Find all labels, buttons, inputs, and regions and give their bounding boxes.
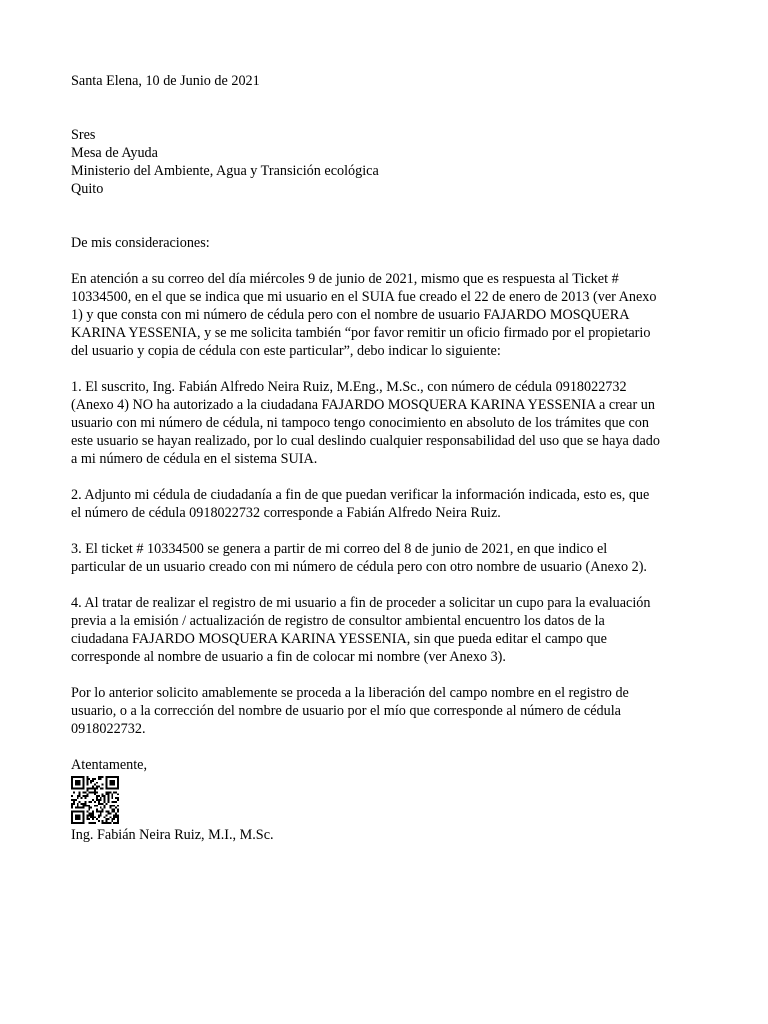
body-paragraph-request: Por lo anterior solicito amablemente se proceda a la liberación del campo nombre en el registro de usuario, o a la corrección del nombre de usuario por el mío que corresponde al número de cédula 0918022732. (71, 685, 629, 737)
letter-page (71, 72, 703, 844)
body-paragraph-intro: En atención a su correo del día miércoles 9 de junio de 2021, mismo que es respuesta al Ticket # 10334500, en el que se indica que mi usuario en el SUIA fue creado el 22 de enero de 2013 (ver Anexo 1) y que consta con mi número de cédula pero con el nombre de usuario FAJARDO MOSQUERA KARINA YESSENIA, y se me solicita también “por favor remitir un oficio firmado por el propietario del usuario y copia de cédula con este particular”, debo indicar lo siguiente: (71, 271, 657, 359)
closing: Atentamente, (71, 757, 148, 773)
qr-code-icon (71, 776, 119, 824)
date-line: Santa Elena, 10 de Junio de 2021 (71, 73, 260, 89)
greeting: De mis consideraciones: (71, 235, 210, 251)
body-paragraph-2: 2. Adjunto mi cédula de ciudadanía a fin de que puedan verificar la información indicada, esto es, que el número de cédula 0918022732 corresponde a Fabián Alfredo Neira Ruiz. (71, 487, 650, 521)
body-paragraph-3: 3. El ticket # 10334500 se genera a partir de mi correo del 8 de junio de 2021, en que indico el particular de un usuario creado con mi número de cédula pero con otro nombre de usuario (Anexo 2). (71, 541, 647, 575)
signer-name: Ing. Fabián Neira Ruiz, M.I., M.Sc. (71, 827, 274, 843)
recipient-block: Sres Mesa de Ayuda Ministerio del Ambiente, Agua y Transición ecológica Quito (71, 127, 379, 197)
body-paragraph-1: 1. El suscrito, Ing. Fabián Alfredo Neira Ruiz, M.Eng., M.Sc., con número de cédula 0918022732 (Anexo 4) NO ha autorizado a la ciudadana FAJARDO MOSQUERA KARINA YESSENIA a crear un usuario con mi número de cédula, ni tampoco tengo conocimiento en absoluto de los trámites que con este usuario se hayan realizado, por lo cual deslindo cualquier responsabilidad del uso que se haya dado a mi número de cédula en el sistema SUIA. (71, 379, 660, 467)
body-paragraph-4: 4. Al tratar de realizar el registro de mi usuario a fin de proceder a solicitar un cupo para la evaluación previa a la emisión / actualización de registro de consultor ambiental encuentro los datos de la ciudadana FAJARDO MOSQUERA KARINA YESSENIA, sin que pueda editar el campo que corresponde al nombre de usuario a fin de colocar mi nombre (ver Anexo 3). (71, 595, 651, 665)
